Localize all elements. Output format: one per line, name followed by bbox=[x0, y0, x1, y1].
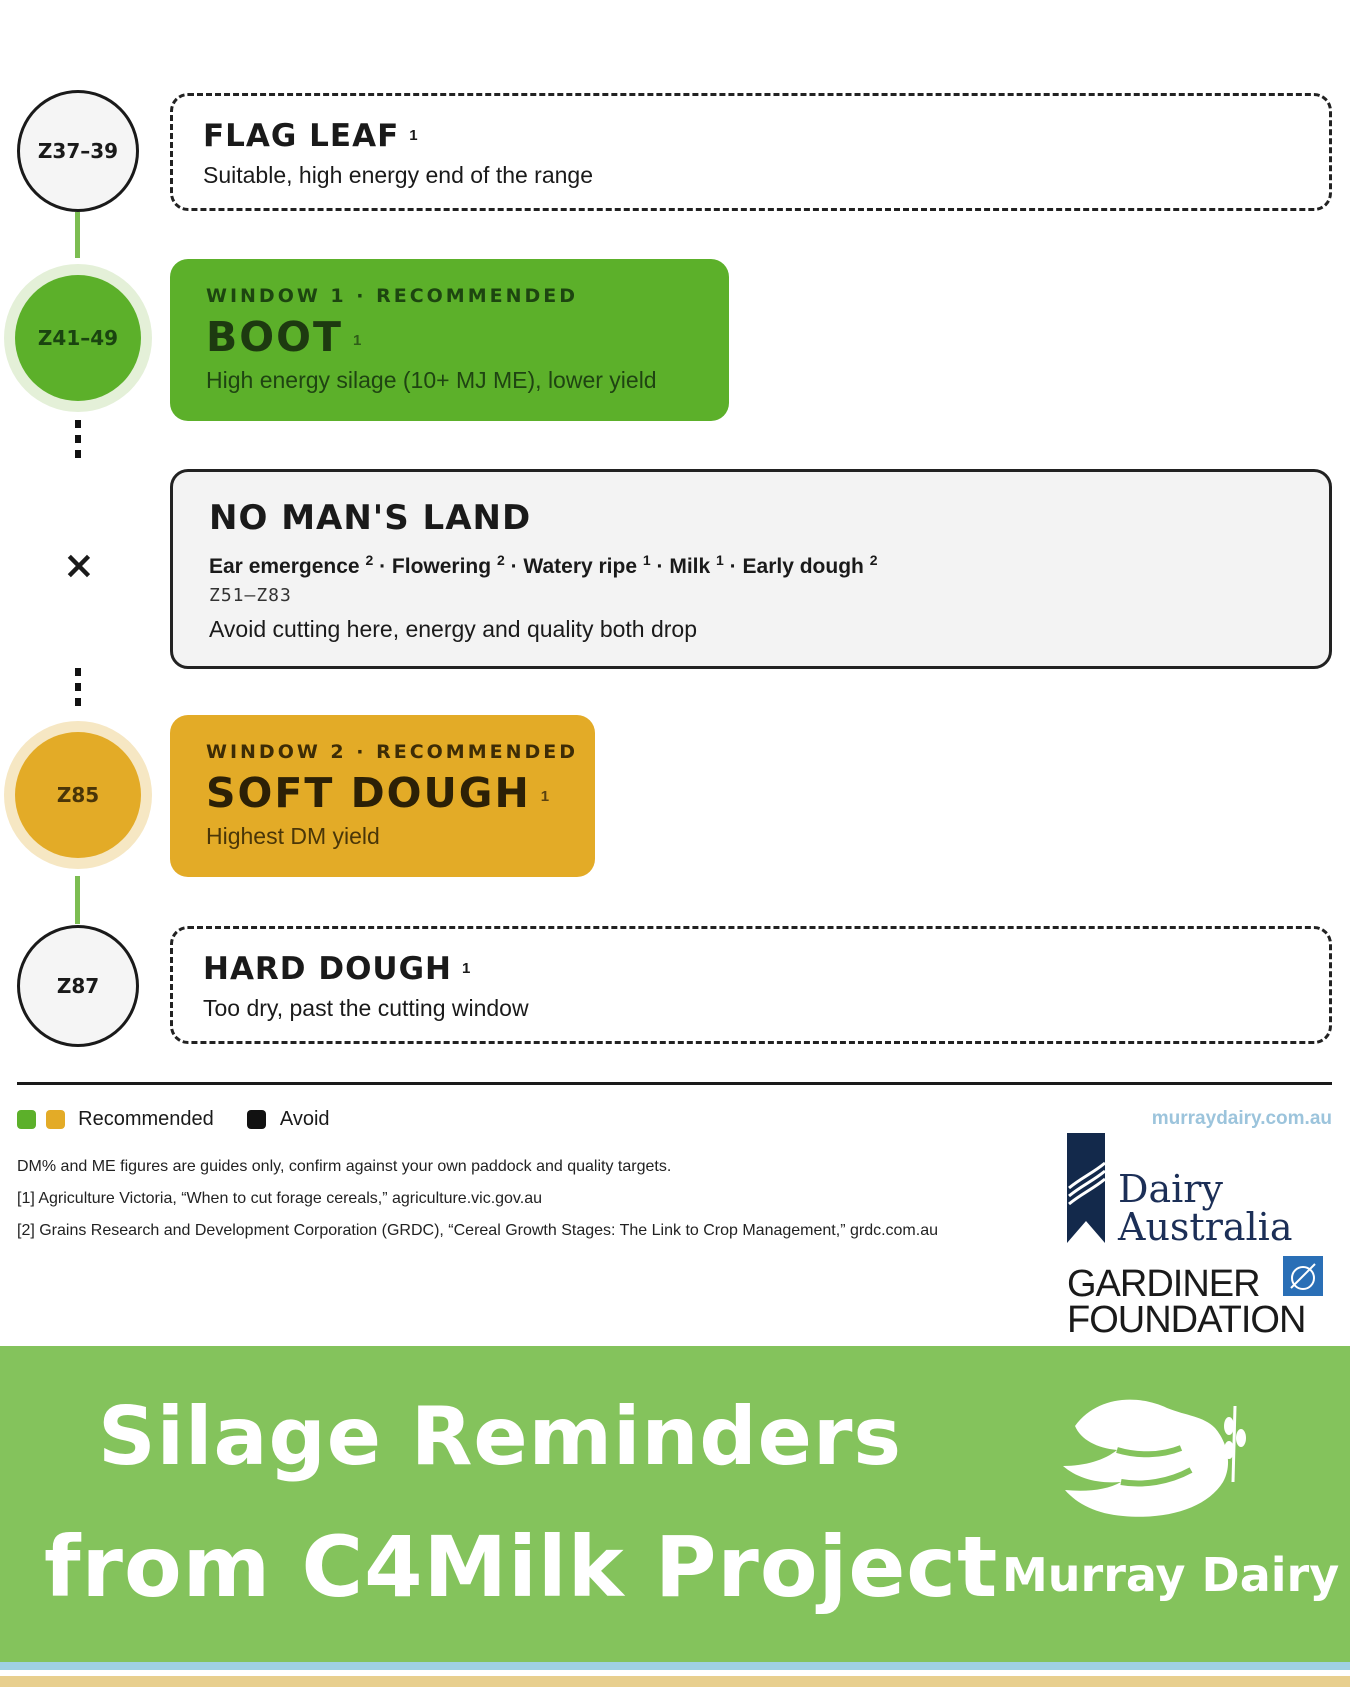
timeline-dotted-connector bbox=[75, 420, 81, 465]
stage-code-boot: Z41–49 bbox=[15, 275, 141, 401]
stage-description: Suitable, high energy end of the range bbox=[203, 162, 594, 188]
legend-swatch-green bbox=[17, 1110, 36, 1129]
stage-ref: 1 bbox=[461, 959, 471, 977]
reference-1: [1] Agriculture Victoria, “When to cut forage cereals,” agriculture.vic.gov.au bbox=[17, 1190, 542, 1207]
legend-swatch-gold bbox=[46, 1110, 65, 1129]
card-no-mans-land bbox=[170, 469, 1332, 669]
dairy-australia-logo-text: Dairy Australia bbox=[1118, 1167, 1293, 1249]
gardiner-foundation-logo-mark bbox=[1283, 1256, 1323, 1296]
stage-title: BOOT bbox=[206, 313, 343, 361]
substage-item: Watery ripe $^1$ bbox=[523, 552, 651, 578]
substage-item: Flowering $^2$ bbox=[391, 552, 505, 578]
stage-code-flag-leaf: Z37–39 bbox=[17, 90, 139, 212]
window-label: WINDOW 2 · RECOMMENDED bbox=[206, 741, 579, 763]
footer-stripe bbox=[0, 1662, 1350, 1670]
stage-ref: 1 bbox=[540, 787, 550, 805]
banner-title-line-2: from C4Milk Project bbox=[44, 1518, 999, 1616]
dairy-australia-logo-mark bbox=[1067, 1133, 1107, 1243]
timeline-dotted-connector bbox=[75, 668, 81, 713]
stage-title: SOFT DOUGH bbox=[206, 769, 531, 817]
substage-item: Ear emergence $^2$ bbox=[209, 552, 374, 578]
divider bbox=[17, 1082, 1332, 1085]
title-banner bbox=[0, 1346, 1350, 1662]
stage-title: FLAG LEAF bbox=[203, 118, 400, 154]
murray-dairy-logo-text: Murray Dairy bbox=[1002, 1548, 1340, 1602]
substage-list: Ear emergence $^2$ · Flowering $^2$ · Watery ripe $^1$ · Milk $^1$ · Early dough $^2$ bbox=[209, 552, 878, 578]
card-hard-dough bbox=[170, 926, 1332, 1044]
window-label: WINDOW 1 · RECOMMENDED bbox=[206, 285, 579, 307]
stage-title: NO MAN'S LAND bbox=[209, 498, 532, 538]
legend bbox=[17, 1108, 330, 1131]
stage-code-soft-dough: Z85 bbox=[15, 732, 141, 858]
legend-recommended-label: Recommended bbox=[78, 1108, 214, 1131]
card-soft-dough bbox=[170, 715, 595, 877]
avoid-x-icon: × bbox=[63, 543, 95, 587]
zadoks-range: Z51–Z83 bbox=[209, 585, 292, 606]
reference-2: [2] Grains Research and Development Corporation (GRDC), “Cereal Growth Stages: The Link to Crop Management,” grdc.com.au bbox=[17, 1222, 938, 1239]
stage-ref: 1 bbox=[352, 331, 362, 349]
timeline-connector bbox=[75, 876, 80, 924]
disclaimer-note: DM% and ME figures are guides only, confirm against your own paddock and quality targets. bbox=[17, 1158, 672, 1175]
banner-title-line-1: Silage Reminders bbox=[98, 1390, 903, 1483]
substage-item: Early dough $^2$ bbox=[742, 552, 878, 578]
stage-ref: 1 bbox=[409, 126, 418, 144]
legend-swatch-avoid bbox=[247, 1110, 266, 1129]
stage-description: Avoid cutting here, energy and quality both drop bbox=[209, 616, 698, 642]
stage-title: HARD DOUGH bbox=[203, 951, 452, 987]
murray-dairy-logo-icon bbox=[1057, 1386, 1257, 1526]
legend-avoid-label: Avoid bbox=[279, 1108, 330, 1131]
timeline-connector bbox=[75, 212, 80, 258]
stage-description: Too dry, past the cutting window bbox=[203, 995, 529, 1021]
stage-code-hard-dough: Z87 bbox=[17, 925, 139, 1047]
substage-item: Milk $^1$ bbox=[669, 552, 724, 578]
card-flag-leaf bbox=[170, 93, 1332, 211]
stage-description: Highest DM yield bbox=[206, 823, 380, 849]
footer-stripe bbox=[0, 1676, 1350, 1687]
gardiner-foundation-logo: GARDINER FOUNDATION bbox=[1067, 1263, 1306, 1341]
card-boot bbox=[170, 259, 729, 421]
website-link[interactable]: murraydairy.com.au bbox=[1151, 1108, 1332, 1129]
stage-description: High energy silage (10+ MJ ME), lower yield bbox=[206, 367, 657, 393]
